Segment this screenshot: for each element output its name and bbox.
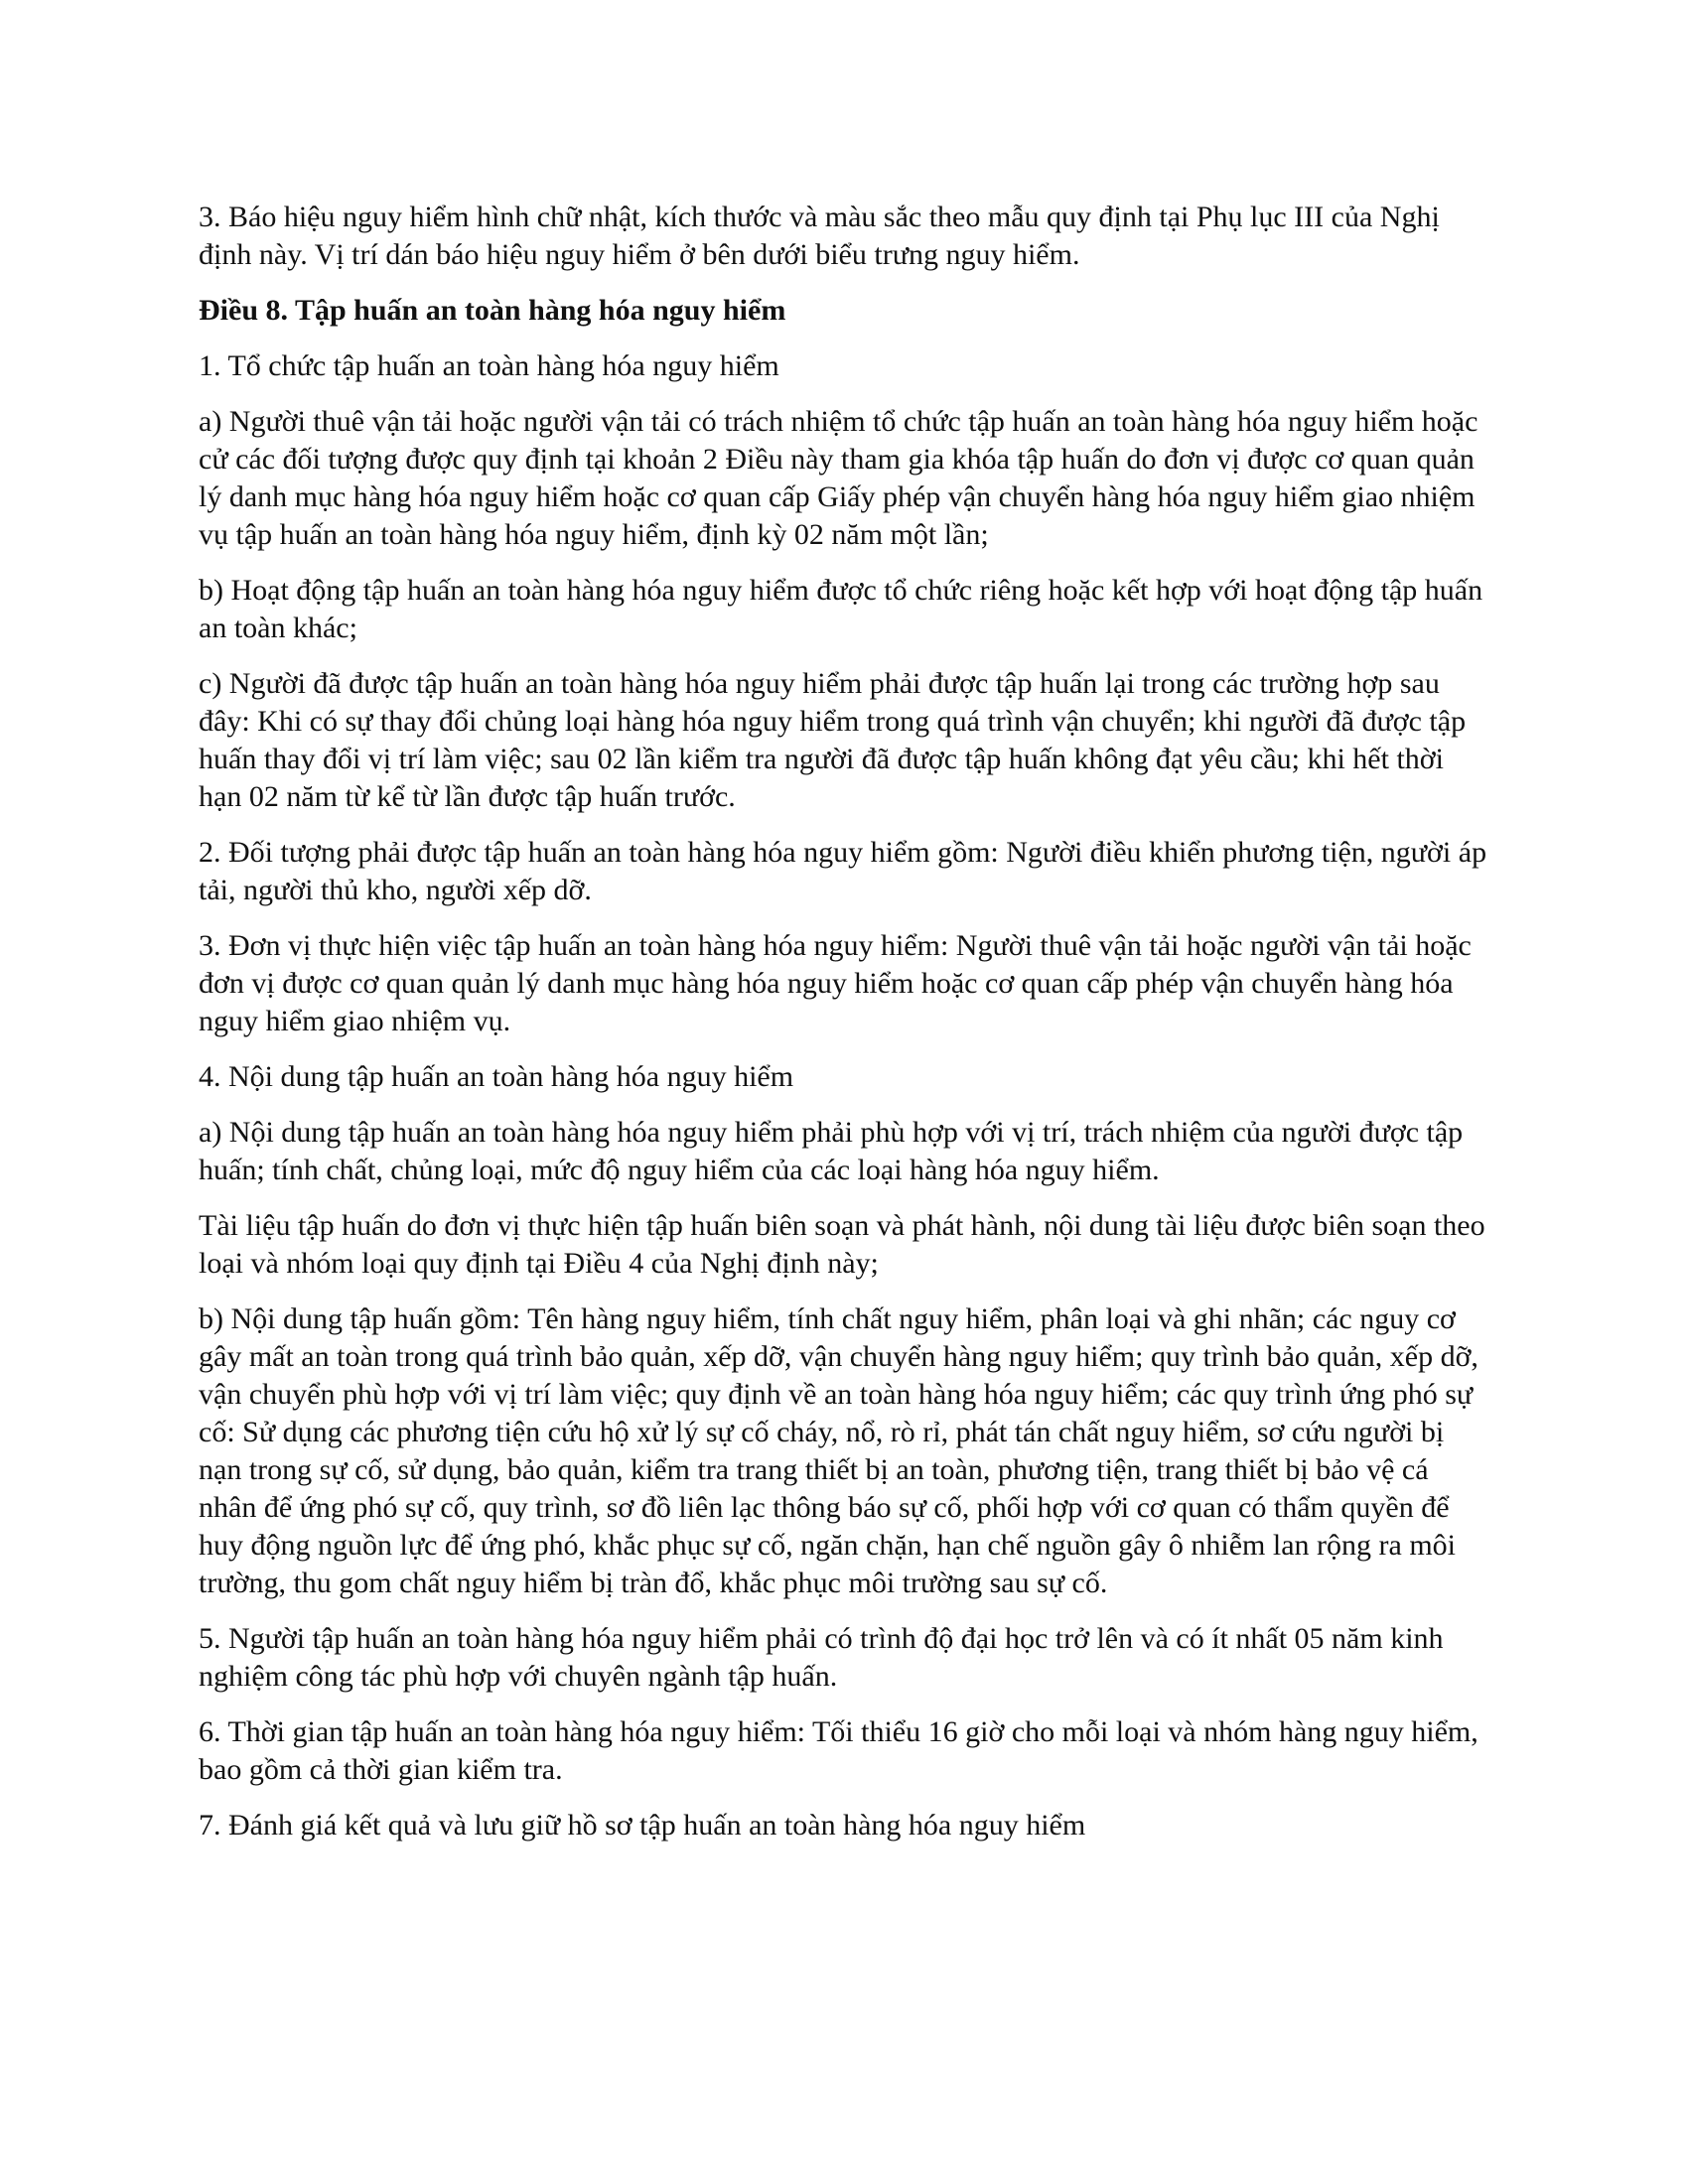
paragraph-clause-4-a: a) Nội dung tập huấn an toàn hàng hóa nguy hiểm phải phù hợp với vị trí, trách nhiệm của người được tập huấn; tính chất, chủng loại, mức độ nguy hiểm của các loại hàng hóa nguy hiểm.	[199, 1116, 1464, 1186]
article-8-heading: Điều 8. Tập huấn an toàn hàng hóa nguy hiểm	[199, 294, 786, 327]
paragraph-clause-3: 3. Đơn vị thực hiện việc tập huấn an toàn hàng hóa nguy hiểm: Người thuê vận tải hoặc người vận tải hoặc đơn vị được cơ quan quản lý danh mục hàng hóa nguy hiểm hoặc cơ quan cấp phép vận chuyển hàng hóa nguy hiểm giao nhiệm vụ.	[199, 929, 1472, 1037]
paragraph-clause-4-b: b) Nội dung tập huấn gồm: Tên hàng nguy hiểm, tính chất nguy hiểm, phân loại và ghi nhãn; các nguy cơ gây mất an toàn trong quá trình bảo quản, xếp dỡ, vận chuyển hàng nguy hiểm; quy trình bảo quản, xếp dỡ, vận chuyển phù hợp với vị trí làm việc; quy định về an toàn hàng hóa nguy hiểm; các quy trình ứng phó sự cố: Sử dụng các phương tiện cứu hộ xử lý sự cố cháy, nổ, rò rỉ, phát tán chất nguy hiểm, sơ cứu người bị nạn trong sự cố, sử dụng, bảo quản, kiểm tra trang thiết bị an toàn, phương tiện, trang thiết bị bảo vệ cá nhân để ứng phó sự cố, quy trình, sơ đồ liên lạc thông báo sự cố, phối hợp với cơ quan có thẩm quyền để huy động nguồn lực để ứng phó, khắc phục sự cố, ngăn chặn, hạn chế nguồn gây ô nhiễm lan rộng ra môi trường, thu gom chất nguy hiểm bị tràn đổ, khắc phục môi trường sau sự cố.	[199, 1302, 1478, 1599]
paragraph-clause-6: 6. Thời gian tập huấn an toàn hàng hóa nguy hiểm: Tối thiểu 16 giờ cho mỗi loại và nhóm hàng nguy hiểm, bao gồm cả thời gian kiểm tra.	[199, 1715, 1478, 1786]
paragraph-clause-1-b: b) Hoạt động tập huấn an toàn hàng hóa nguy hiểm được tổ chức riêng hoặc kết hợp với hoạt động tập huấn an toàn khác;	[199, 574, 1483, 644]
paragraph-clause-4: 4. Nội dung tập huấn an toàn hàng hóa nguy hiểm	[199, 1060, 794, 1093]
document-page	[199, 199, 1489, 1862]
paragraph-clause-1: 1. Tổ chức tập huấn an toàn hàng hóa nguy hiểm	[199, 349, 779, 382]
paragraph-clause-3-warning-sign: 3. Báo hiệu nguy hiểm hình chữ nhật, kích thước và màu sắc theo mẫu quy định tại Phụ lục III của Nghị định này. Vị trí dán báo hiệu nguy hiểm ở bên dưới biểu trưng nguy hiểm.	[199, 201, 1440, 271]
paragraph-clause-1-c: c) Người đã được tập huấn an toàn hàng hóa nguy hiểm phải được tập huấn lại trong các trường hợp sau đây: Khi có sự thay đổi chủng loại hàng hóa nguy hiểm trong quá trình vận chuyển; khi người đã được tập huấn thay đổi vị trí làm việc; sau 02 lần kiểm tra người đã được tập huấn không đạt yêu cầu; khi hết thời hạn 02 năm từ kể từ lần được tập huấn trước.	[199, 667, 1467, 813]
paragraph-clause-4-a-materials: Tài liệu tập huấn do đơn vị thực hiện tập huấn biên soạn và phát hành, nội dung tài liệu được biên soạn theo loại và nhóm loại quy định tại Điều 4 của Nghị định này;	[199, 1209, 1485, 1280]
paragraph-clause-7: 7. Đánh giá kết quả và lưu giữ hồ sơ tập huấn an toàn hàng hóa nguy hiểm	[199, 1809, 1086, 1842]
paragraph-clause-1-a: a) Người thuê vận tải hoặc người vận tải có trách nhiệm tổ chức tập huấn an toàn hàng hóa nguy hiểm hoặc cử các đối tượng được quy định tại khoản 2 Điều này tham gia khóa tập huấn do đơn vị được cơ quan quản lý danh mục hàng hóa nguy hiểm hoặc cơ quan cấp Giấy phép vận chuyển hàng hóa nguy hiểm giao nhiệm vụ tập huấn an toàn hàng hóa nguy hiểm, định kỳ 02 năm một lần;	[199, 405, 1478, 551]
paragraph-clause-5: 5. Người tập huấn an toàn hàng hóa nguy hiểm phải có trình độ đại học trở lên và có ít nhất 05 năm kinh nghiệm công tác phù hợp với chuyên ngành tập huấn.	[199, 1622, 1444, 1693]
paragraph-clause-2: 2. Đối tượng phải được tập huấn an toàn hàng hóa nguy hiểm gồm: Người điều khiển phương tiện, người áp tải, người thủ kho, người xếp dỡ.	[199, 836, 1487, 906]
